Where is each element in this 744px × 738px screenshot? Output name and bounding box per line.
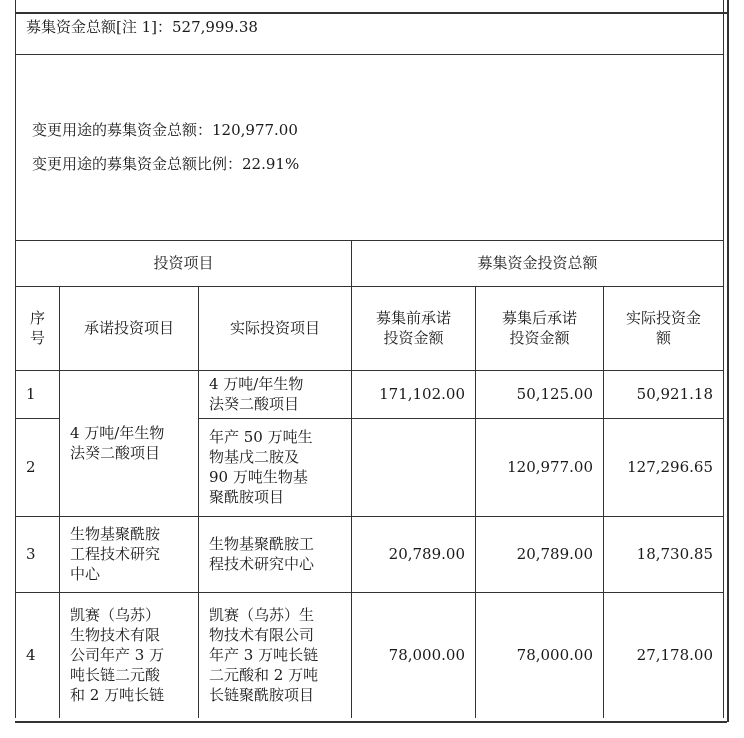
header-pre-committed: 募集前承诺 投资金额 (352, 286, 476, 370)
row-pre-amount: 78,000.00 (352, 592, 476, 718)
right-border-line (727, 0, 729, 722)
row-seq: 3 (16, 516, 60, 592)
changed-use-cell (16, 54, 724, 240)
row-actual-amount: 50,921.18 (604, 370, 724, 418)
row-actual-project: 凯赛（乌苏）生 物技术有限公司 年产 3 万吨长链 二元酸和 2 万吨 长链聚酰胺项目 (199, 592, 352, 718)
row-actual-project: 生物基聚酰胺工 程技术研究中心 (199, 516, 352, 592)
total-raised-cell (16, 0, 724, 54)
header-committed-project: 承诺投资项目 (60, 286, 199, 370)
row-actual-amount: 18,730.85 (604, 516, 724, 592)
row-actual-amount: 127,296.65 (604, 418, 724, 516)
row-pre-amount: 171,102.00 (352, 370, 476, 418)
header-actual-project: 实际投资项目 (199, 286, 352, 370)
row-actual-project: 4 万吨/年生物 法癸二酸项目 (199, 370, 352, 418)
row-post-amount: 50,125.00 (476, 370, 604, 418)
fund-usage-table (15, 0, 724, 718)
row-committed-project: 凯赛（乌苏） 生物技术有限 公司年产 3 万 吨长链二元酸 和 2 万吨长链 (60, 592, 199, 718)
table-row (16, 516, 724, 592)
row-post-amount: 120,977.00 (476, 418, 604, 516)
row-post-amount: 20,789.00 (476, 516, 604, 592)
row-pre-amount: 20,789.00 (352, 516, 476, 592)
row-actual-amount: 27,178.00 (604, 592, 724, 718)
row-actual-project: 年产 50 万吨生 物基戊二胺及 90 万吨生物基 聚酰胺项目 (199, 418, 352, 516)
bottom-rule (15, 721, 727, 723)
header-actual-amount: 实际投资金 额 (604, 286, 724, 370)
changed-ratio-text: 变更用途的募集资金总额比例：22.91% (32, 155, 300, 173)
row-post-amount: 78,000.00 (476, 592, 604, 718)
row-seq: 2 (16, 418, 60, 516)
total-raised-text: 募集资金总额[注 1]：527,999.38 (26, 17, 258, 36)
changed-total-text: 变更用途的募集资金总额：120,977.00 (32, 121, 298, 139)
header-seq: 序 号 (16, 286, 60, 370)
row-committed-project: 生物基聚酰胺 工程技术研究 中心 (60, 516, 199, 592)
header-funds-total: 募集资金投资总额 (352, 240, 724, 286)
header-post-committed: 募集后承诺 投资金额 (476, 286, 604, 370)
table-row (16, 592, 724, 718)
header-investment-project: 投资项目 (16, 240, 352, 286)
fund-usage-table-frame (15, 0, 723, 722)
row-committed-project: 4 万吨/年生物 法癸二酸项目 (60, 370, 199, 516)
top-rule (15, 12, 727, 14)
row-pre-amount (352, 418, 476, 516)
row-seq: 1 (16, 370, 60, 418)
table-row (16, 370, 724, 418)
row-seq: 4 (16, 592, 60, 718)
